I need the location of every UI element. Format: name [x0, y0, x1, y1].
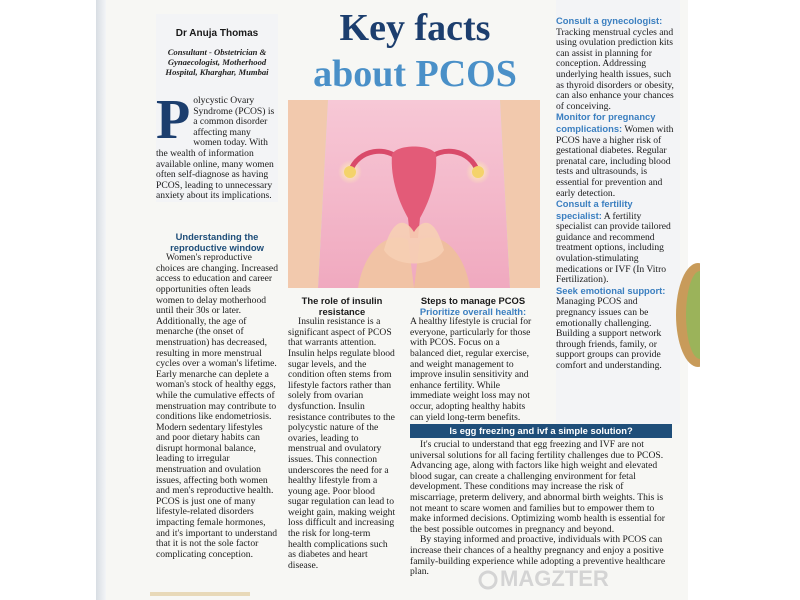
freezing-section: [410, 440, 672, 578]
right-column: [556, 16, 674, 372]
steps-body-4: A fertility specialist can provide tailored guidance and recommend treatment options, including ovulation-stimulating medications or IVF (In Vitro Fertilization).: [556, 210, 671, 286]
title-line-2: about PCOS: [313, 53, 517, 95]
steps-heading: Steps to manage PCOS: [420, 295, 526, 306]
reproductive-heading: Understanding the reproductive window: [170, 231, 264, 253]
steps-subheading-4: Consult a fertility specialist:: [556, 198, 633, 221]
reproductive-body: Women's reproductive choices are changing. Increased access to education and career opportunities often leads women to delay motherhood until their 30s or later. Additionally, the age of menarche (the onset of menstruation) has decreased, resulting in more menstrual cycles over a woman's lifetime. Early menarche can deplete a woman's stock of healthy eggs, while the cumulative effects of menstruation may contribute to conditions like endometriosis. Modern sedentary lifestyles and poor dietary habits can disrupt hormonal balance, leading to irregular menstruation and ovulation issues, affecting both women and men's reproductive health. PCOS is just one of many lifestyle-related disorders impacting female hormones, and it's important to understand that it is not the sole factor complicating conception.: [156, 252, 278, 560]
fertility-block: [556, 199, 674, 286]
insulin-body: Insulin resistance is a significant aspect of PCOS that warrants attention. Insulin helps regulate blood sugar levels, and the condition often stems from lifestyle factors rather than solely from ovarian dysfunction. Insulin resistance contributes to the polycystic nature of the ovaries, leading to menstrual and ovulatory issues. This connection underscores the need for a healthy lifestyle from a young age. Poor blood sugar regulation can lead to weight gain, making weight loss difficult and increasing the risk for long-term health complications such as diabetes and heart disease.: [288, 316, 396, 571]
intro-column: [156, 89, 278, 202]
freezing-heading: Is egg freezing and ivf a simple solution?: [410, 424, 672, 438]
insulin-section: [288, 296, 396, 571]
steps-body-2: Tracking menstrual cycles and using ovulation prediction kits can assist in planning for conception. Addressing underlying health issues, such as thyroid disorders or obesity, can also enhance your chances of conceiving.: [556, 26, 674, 112]
freezing-body-1: It's crucial to understand that egg freezing and IVF are not universal solutions for all facing fertility challenges due to PCOS. Advancing age, along with factors like high weight and elevated blood sugar, can create a challenging environment for fetal development. These conditions may increase the risk of miscarriage, preterm delivery, and abnormal birth weights. This is not meant to scare women and families but to empower them to make informed decisions. Optimizing womb health is essential for the best possible outcomes in pregnancy and beyond.: [410, 439, 665, 535]
steps-body-5: Managing PCOS and pregnancy issues can be emotionally challenging. Building a support network through friends, family, or support groups can provide comfort and understanding.: [556, 296, 662, 371]
steps-body-3: Women with PCOS have a higher risk of gestational diabetes. Regular prenatal care, including blood tests and ultrasounds, is essential for prevention and early detection.: [556, 123, 674, 199]
intro-text: olycystic Ovary Syndrome (PCOS) is a common disorder affecting many women today. With the wealth of information available online, many women often self-diagnose as having PCOS, leading to unnecessary anxiety about its implications.: [156, 95, 275, 202]
steps-body-1: A healthy lifestyle is crucial for everyone, particularly for those with PCOS. Focus on a balanced diet, regular exercise, and weight management to improve insulin sensitivity and enhance fertility. While immediate weight loss may not occur, adopting healthy habits can yield long-term benefits.: [410, 316, 532, 423]
magzter-watermark: MAGZTER: [500, 566, 609, 591]
freezing-body-2: By staying informed and proactive, individuals with PCOS can increase their chances of a healthy pregnancy and enjoy a positive family-building experience while adopting a preventive healthcare plan.: [410, 534, 666, 578]
insulin-heading: The role of insulin resistance: [301, 295, 383, 317]
steps-subheading-2: Consult a gynecologist:: [556, 15, 663, 26]
uterus-photo: [288, 100, 540, 288]
magzter-logo-icon: [478, 570, 498, 590]
title-line-1: Key facts: [339, 7, 491, 49]
uterus-illustration-icon: [288, 100, 540, 288]
support-block: [556, 286, 674, 372]
steps-subheading-3: Monitor for pregnancy complications:: [556, 111, 656, 134]
steps-subheading-5: Seek emotional support:: [556, 284, 666, 296]
page-gutter: [96, 0, 106, 600]
bottom-accent-bar: [150, 592, 250, 596]
monitor-block: [556, 112, 674, 199]
consult-gyn-block: [556, 16, 674, 112]
drop-cap: P: [156, 89, 191, 151]
reproductive-section: [156, 232, 278, 560]
author-credit: Consultant - Obstetrician & Gynaecologist, Motherhood Hospital, Kharghar, Mumbai: [165, 47, 269, 77]
steps-section: [410, 296, 536, 423]
steps-subheading-1: Prioritize overall health:: [419, 305, 527, 317]
bowl-decoration-icon: [670, 260, 700, 370]
author-name: Dr Anuja Thomas: [175, 28, 259, 39]
